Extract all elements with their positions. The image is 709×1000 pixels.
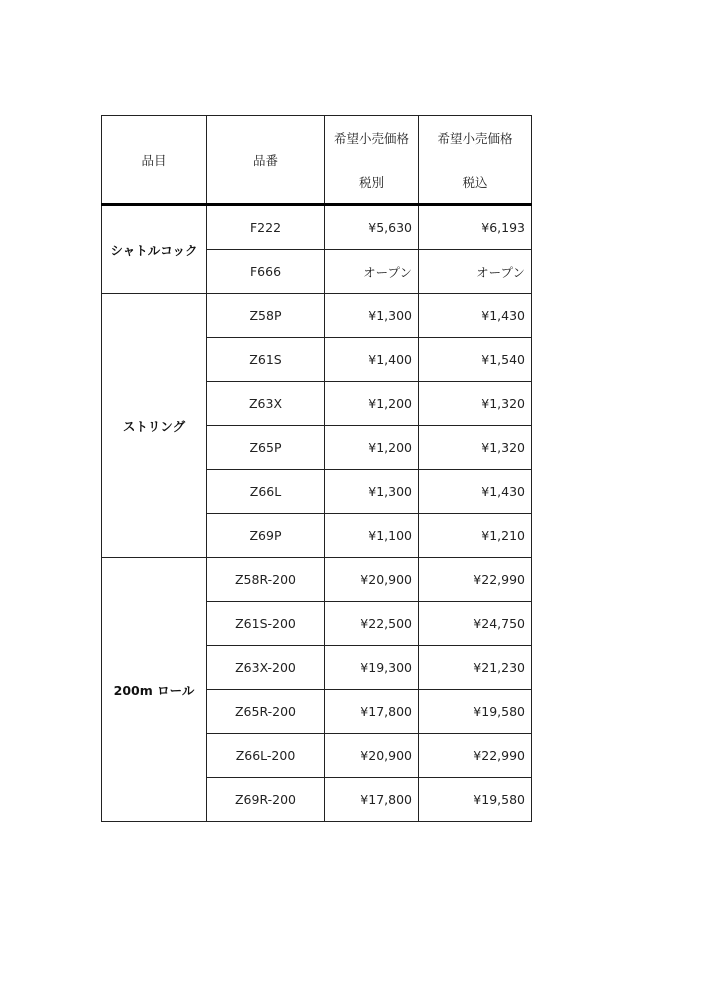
price-incl-tax-cell: オープン (419, 250, 532, 294)
product-code-cell: F222 (207, 205, 325, 250)
product-code-cell: Z61S-200 (207, 602, 325, 646)
price-incl-tax-cell: ¥19,580 (419, 690, 532, 734)
price-excl-tax-cell: ¥20,900 (325, 558, 419, 602)
price-incl-tax-cell: ¥1,430 (419, 470, 532, 514)
price-incl-tax-cell: ¥1,320 (419, 426, 532, 470)
price-excl-tax-cell: ¥1,400 (325, 338, 419, 382)
product-code-cell: Z63X (207, 382, 325, 426)
product-code-cell: Z65P (207, 426, 325, 470)
price-incl-tax-cell: ¥22,990 (419, 734, 532, 778)
table-row (102, 205, 532, 250)
price-excl-tax-cell: ¥1,100 (325, 514, 419, 558)
category-cell: 200m ロール (102, 558, 207, 822)
price-excl-tax-cell: ¥20,900 (325, 734, 419, 778)
header-price-excl-tax-label: 希望小売価格 (333, 130, 409, 146)
price-excl-tax-cell: ¥5,630 (325, 205, 419, 250)
price-excl-tax-cell: ¥17,800 (325, 778, 419, 822)
price-incl-tax-cell: ¥1,320 (419, 382, 532, 426)
price-incl-tax-cell: ¥1,430 (419, 294, 532, 338)
price-excl-tax-cell: ¥1,300 (325, 470, 419, 514)
header-excl-tax-label: 税別 (358, 174, 384, 190)
header-price-incl-tax-label: 希望小売価格 (437, 130, 513, 146)
price-incl-tax-cell: ¥22,990 (419, 558, 532, 602)
table-body (102, 205, 532, 822)
header-item: 品目 (102, 116, 207, 205)
category-cell: シャトルコック (102, 205, 207, 294)
price-excl-tax-cell: ¥1,200 (325, 382, 419, 426)
product-code-cell: Z69P (207, 514, 325, 558)
product-code-cell: Z69R-200 (207, 778, 325, 822)
table-row (102, 294, 532, 338)
product-code-cell: Z58P (207, 294, 325, 338)
product-code-cell: Z66L-200 (207, 734, 325, 778)
price-excl-tax-cell: オープン (325, 250, 419, 294)
header-price-incl-tax (419, 116, 532, 205)
category-cell: ストリング (102, 294, 207, 558)
price-table (101, 115, 532, 822)
header-row (102, 116, 532, 205)
price-excl-tax-cell: ¥17,800 (325, 690, 419, 734)
header-code: 品番 (207, 116, 325, 205)
product-code-cell: Z66L (207, 470, 325, 514)
product-code-cell: Z63X-200 (207, 646, 325, 690)
price-incl-tax-cell: ¥24,750 (419, 602, 532, 646)
price-incl-tax-cell: ¥1,540 (419, 338, 532, 382)
product-code-cell: Z61S (207, 338, 325, 382)
price-excl-tax-cell: ¥1,200 (325, 426, 419, 470)
price-incl-tax-cell: ¥21,230 (419, 646, 532, 690)
price-incl-tax-cell: ¥1,210 (419, 514, 532, 558)
product-code-cell: Z58R-200 (207, 558, 325, 602)
table-row (102, 558, 532, 602)
header-price-excl-tax (325, 116, 419, 205)
price-excl-tax-cell: ¥19,300 (325, 646, 419, 690)
table-header (102, 116, 532, 205)
price-incl-tax-cell: ¥19,580 (419, 778, 532, 822)
price-incl-tax-cell: ¥6,193 (419, 205, 532, 250)
price-excl-tax-cell: ¥1,300 (325, 294, 419, 338)
header-incl-tax-label: 税込 (462, 174, 488, 190)
product-code-cell: Z65R-200 (207, 690, 325, 734)
price-excl-tax-cell: ¥22,500 (325, 602, 419, 646)
product-code-cell: F666 (207, 250, 325, 294)
